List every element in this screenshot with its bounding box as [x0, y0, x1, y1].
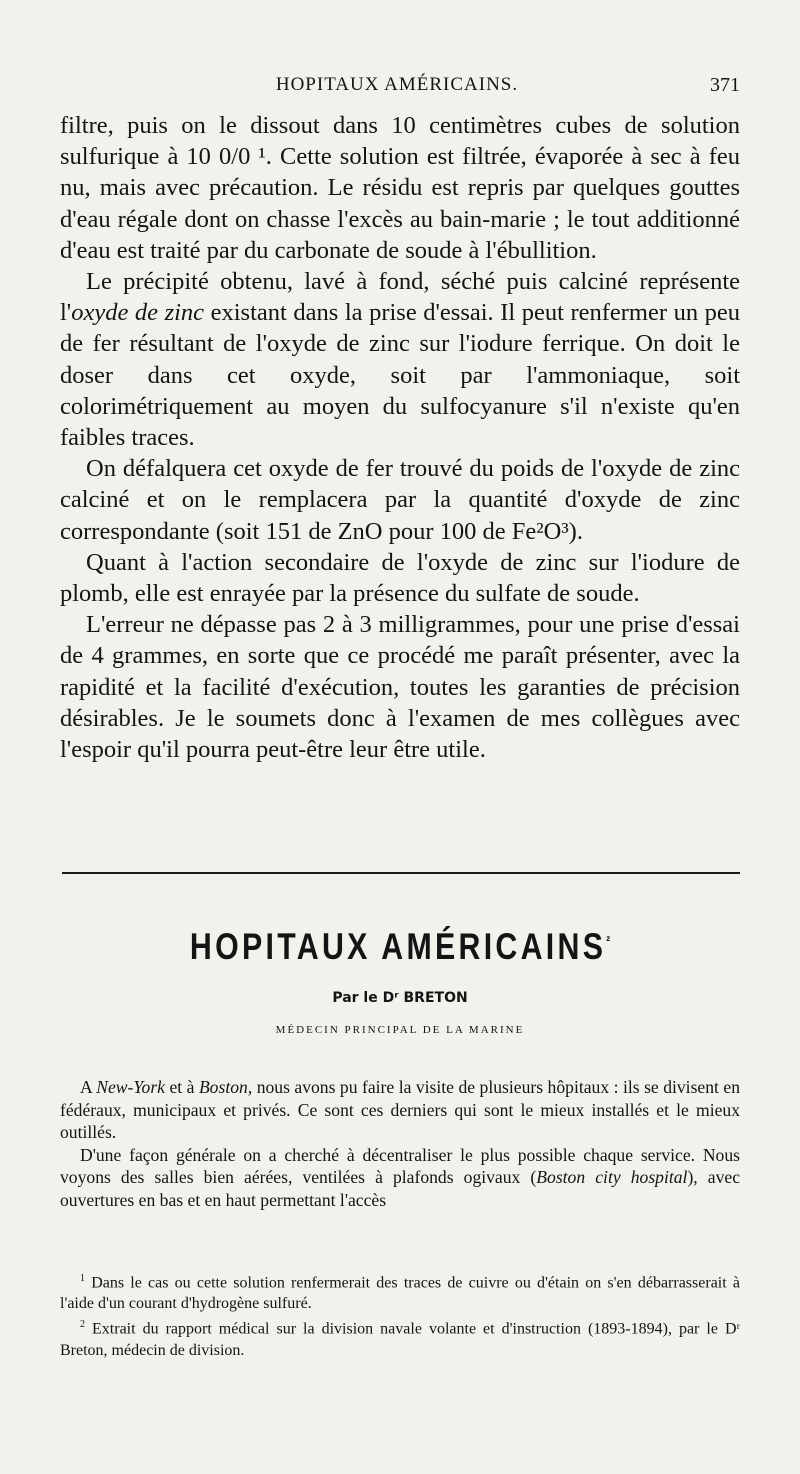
paragraph-hospitals	[60, 1076, 740, 1144]
section-divider	[62, 872, 740, 874]
running-title: HOPITAUX AMÉRICAINS.	[275, 74, 519, 95]
text-fragment: , nous avons pu faire la visite de plusieurs hôpitaux : ils se divisent en fédéraux, municipaux et privés. Ce sont ces derniers qui sont le mieux installés et le mieux outillés.	[60, 1077, 740, 1142]
footnote-mark: 2	[80, 1319, 85, 1331]
footnote-1	[60, 1268, 740, 1314]
emphasis-zinc-oxide: oxyde de zinc	[71, 299, 205, 327]
footnote-text: Dans le cas ou cette solution renfermerait des traces de cuivre ou d'étain on s'en débarrasserait à l'aide d'un courant d'hydrogène sulfuré.	[60, 1274, 740, 1313]
article-title-text: HOPITAUX AMÉRICAINS	[189, 926, 607, 967]
footnote-2	[60, 1314, 740, 1360]
place-boston: Boston	[198, 1077, 248, 1097]
paragraph-decentralisation	[60, 1144, 740, 1212]
text-fragment: existant dans la prise d'essai. Il peut renfermer un peu de fer résultant de l'oxyde de zinc sur l'iodure ferrique. On doit le doser dans cet oxyde, soit par l'ammoniaque, soit colorimétriquement au moyen du sulfocyanure s'il n'existe qu'en faibles traces.	[60, 299, 741, 452]
page-number: 371	[710, 74, 740, 96]
footnote-mark: 1	[80, 1273, 85, 1284]
text-fragment: et à	[164, 1077, 199, 1097]
footnote-text: Extrait du rapport médical sur la division navale volante et d'instruction (1893-1894), par le Dʳ Breton, médecin de division.	[60, 1320, 740, 1359]
title-footnote-mark: ²	[606, 932, 611, 949]
place-new-york: New-York	[96, 1077, 165, 1097]
paragraph-lead-iodide: Quant à l'action secondaire de l'oxyde de zinc sur l'iodure de plomb, elle est enrayée par la présence du sulfate de soude.	[60, 548, 740, 608]
hospital-name: Boston city hospital	[536, 1167, 688, 1187]
text-fragment: A	[80, 1077, 97, 1097]
continued-text	[60, 110, 740, 765]
text-fragment: Le précipité obtenu, lavé à fond, séché puis calciné représente l'	[60, 268, 740, 327]
article-title	[121, 926, 679, 968]
footnotes	[60, 1268, 740, 1361]
paragraph-zinc-oxide	[60, 266, 740, 453]
text-fragment: D'une façon générale on a cherché à décentraliser le plus possible chaque service. Nous voyons des salles bien aérées, ventilées à plafonds ogivaux (	[60, 1144, 740, 1187]
running-head	[54, 74, 740, 102]
paragraph-filtration: filtre, puis on le dissout dans 10 centimètres cubes de solution sulfurique à 10 0/0 ¹. Cette solution est filtrée, évaporée à sec à feu nu, mais avec précaution. Le résidu est repris par quelques gouttes d'eau régale dont on chasse l'excès au bain-marie ; le tout additionné d'eau est traité par du carbonate de soude à l'ébullition.	[60, 112, 740, 264]
paragraph-error: L'erreur ne dépasse pas 2 à 3 milligrammes, pour une prise d'essai de 4 grammes, en sorte que ce procédé me paraît présenter, avec la rapidité et la facilité d'exécution, toutes les garanties de précision désirables. Je le soumets donc à l'examen de mes collègues avec l'espoir qu'il pourra peut-être leur être utile.	[60, 611, 740, 764]
text-fragment: ), avec ouvertures en bas et en haut permettant l'accès	[60, 1167, 741, 1210]
author-role: MÉDECIN PRINCIPAL DE LA MARINE	[275, 1024, 525, 1036]
paragraph-iron-oxide: On défalquera cet oxyde de fer trouvé du poids de l'oxyde de zinc calciné et on le remplacera par la quantité d'oxyde de zinc correspondante (soit 151 de ZnO pour 100 de Fe²O³).	[60, 455, 740, 545]
article-body	[60, 1076, 740, 1211]
article-author: Par le Dʳ BRETON	[332, 990, 468, 1006]
